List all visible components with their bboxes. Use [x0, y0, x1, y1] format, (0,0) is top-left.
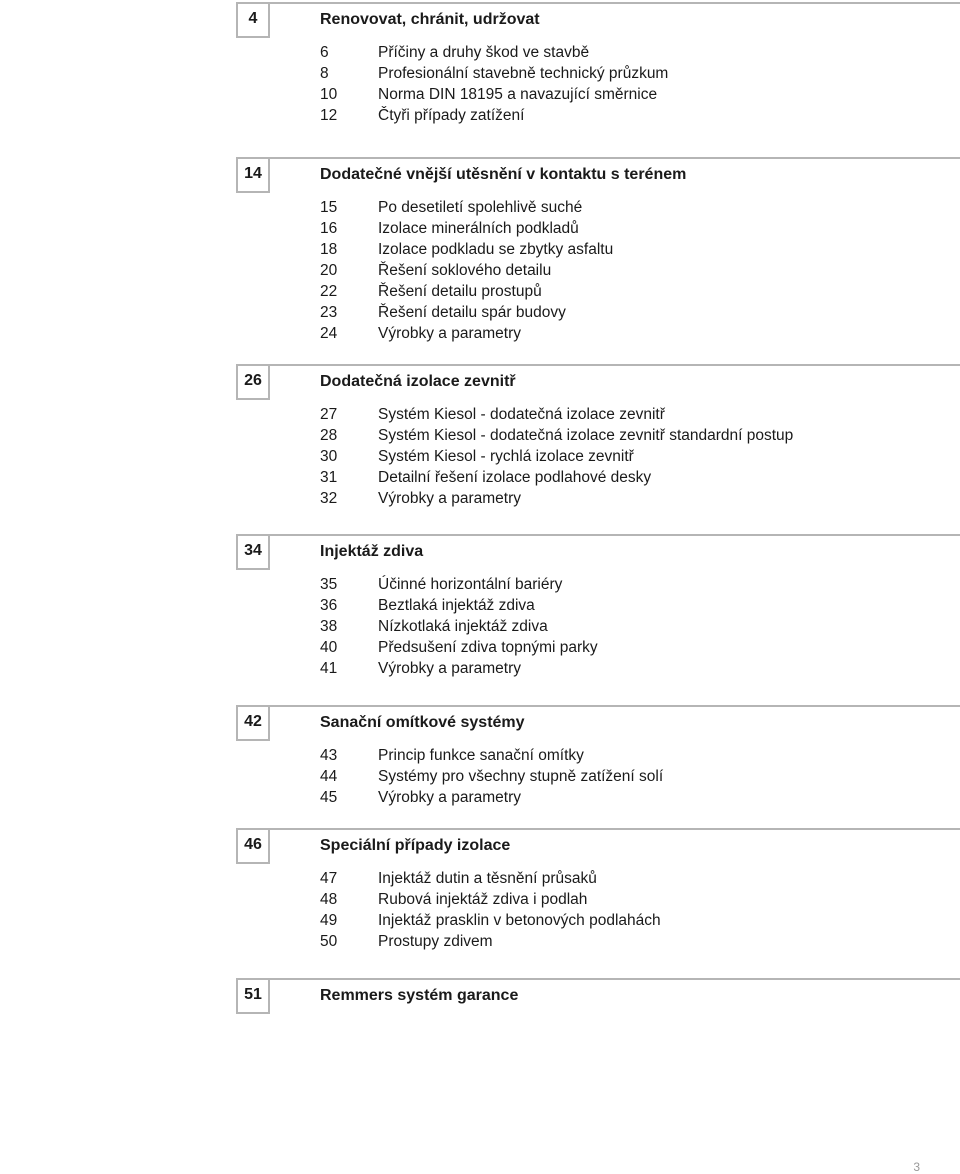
- toc-item: [236, 84, 960, 105]
- section-number: 42: [236, 705, 270, 741]
- item-page: 41: [320, 660, 338, 677]
- toc-item: [236, 323, 960, 344]
- item-page: 45: [320, 789, 338, 806]
- toc-item: [236, 787, 960, 808]
- item-text: Izolace minerálních podkladů: [378, 220, 579, 237]
- item-page: 35: [320, 576, 338, 593]
- section-number: 4: [236, 2, 270, 38]
- toc-item: [236, 63, 960, 84]
- item-page: 49: [320, 912, 338, 929]
- item-text: Systémy pro všechny stupně zatížení solí: [378, 768, 664, 785]
- section-title: Renovovat, chránit, udržovat: [320, 11, 540, 28]
- section-title: Injektáž zdiva: [320, 543, 424, 560]
- item-page: 38: [320, 618, 338, 635]
- toc-item: [236, 425, 960, 446]
- item-text: Rubová injektáž zdiva i podlah: [378, 891, 588, 908]
- item-page: 10: [320, 86, 338, 103]
- section-title: Speciální případy izolace: [320, 837, 511, 854]
- section-rule: [236, 157, 960, 159]
- section-title: Dodatečná izolace zevnitř: [320, 373, 516, 390]
- section-rule: [236, 978, 960, 980]
- item-page: 22: [320, 283, 338, 300]
- item-text: Řešení detailu prostupů: [378, 283, 542, 300]
- page-number: 3: [913, 1160, 920, 1174]
- toc-item: [236, 868, 960, 889]
- item-text: Beztlaká injektáž zdiva: [378, 597, 535, 614]
- toc-item: [236, 745, 960, 766]
- section-title: Dodatečné vnější utěsnění v kontaktu s terénem: [320, 166, 687, 183]
- toc-item: [236, 595, 960, 616]
- toc-item: [236, 446, 960, 467]
- item-page: 47: [320, 870, 338, 887]
- item-page: 28: [320, 427, 338, 444]
- item-page: 24: [320, 325, 338, 342]
- section-rule: [236, 705, 960, 707]
- item-text: Systém Kiesol - rychlá izolace zevnitř: [378, 448, 634, 465]
- item-text: Profesionální stavebně technický průzkum: [378, 65, 669, 82]
- item-page: 20: [320, 262, 338, 279]
- item-text: Předsušení zdiva topnými parky: [378, 639, 598, 656]
- item-text: Izolace podkladu se zbytky asfaltu: [378, 241, 614, 258]
- item-text: Systém Kiesol - dodatečná izolace zevnitř: [378, 406, 665, 423]
- item-text: Čtyři případy zatížení: [378, 107, 525, 124]
- toc-item: [236, 302, 960, 323]
- item-page: 12: [320, 107, 338, 124]
- toc-item: [236, 42, 960, 63]
- item-text: Princip funkce sanační omítky: [378, 747, 584, 764]
- toc-item: [236, 467, 960, 488]
- toc-item: [236, 616, 960, 637]
- toc-item: [236, 260, 960, 281]
- item-text: Výrobky a parametry: [378, 789, 521, 806]
- item-text: Řešení soklového detailu: [378, 262, 552, 279]
- section-rule: [236, 534, 960, 536]
- section-rule: [236, 364, 960, 366]
- item-text: Po desetiletí spolehlivě suché: [378, 199, 583, 216]
- item-page: 8: [320, 65, 329, 82]
- item-page: 32: [320, 490, 338, 507]
- toc-item: [236, 404, 960, 425]
- toc-item: [236, 105, 960, 126]
- section-rule: [236, 2, 960, 4]
- item-text: Účinné horizontální bariéry: [378, 576, 563, 593]
- toc-item: [236, 239, 960, 260]
- toc-item: [236, 658, 960, 679]
- section-number: 26: [236, 364, 270, 400]
- item-page: 27: [320, 406, 338, 423]
- toc-item: [236, 574, 960, 595]
- item-text: Norma DIN 18195 a navazující směrnice: [378, 86, 658, 103]
- item-text: Systém Kiesol - dodatečná izolace zevnitř standardní postup: [378, 427, 794, 444]
- section-title: Sanační omítkové systémy: [320, 714, 525, 731]
- toc-item: [236, 281, 960, 302]
- item-text: Nízkotlaká injektáž zdiva: [378, 618, 548, 635]
- item-text: Detailní řešení izolace podlahové desky: [378, 469, 652, 486]
- item-page: 48: [320, 891, 338, 908]
- item-page: 50: [320, 933, 338, 950]
- item-page: 16: [320, 220, 338, 237]
- toc-item: [236, 931, 960, 952]
- item-page: 31: [320, 469, 338, 486]
- item-text: Injektáž prasklin v betonových podlahách: [378, 912, 661, 929]
- item-text: Řešení detailu spár budovy: [378, 304, 566, 321]
- section-title: Remmers systém garance: [320, 987, 519, 1004]
- toc-item: [236, 197, 960, 218]
- toc-item: [236, 889, 960, 910]
- item-page: 15: [320, 199, 338, 216]
- section-number: 46: [236, 828, 270, 864]
- item-page: 6: [320, 44, 329, 61]
- section-number: 34: [236, 534, 270, 570]
- toc-item: [236, 637, 960, 658]
- item-text: Injektáž dutin a těsnění průsaků: [378, 870, 597, 887]
- section-rule: [236, 828, 960, 830]
- item-text: Prostupy zdivem: [378, 933, 493, 950]
- toc-item: [236, 218, 960, 239]
- item-page: 30: [320, 448, 338, 465]
- section-number: 51: [236, 978, 270, 1014]
- item-page: 44: [320, 768, 338, 785]
- item-page: 18: [320, 241, 338, 258]
- item-text: Výrobky a parametry: [378, 660, 521, 677]
- item-text: Výrobky a parametry: [378, 325, 521, 342]
- toc-item: [236, 488, 960, 509]
- item-text: Příčiny a druhy škod ve stavbě: [378, 44, 590, 61]
- toc-item: [236, 910, 960, 931]
- toc-item: [236, 766, 960, 787]
- item-page: 40: [320, 639, 338, 656]
- section-number: 14: [236, 157, 270, 193]
- item-page: 36: [320, 597, 338, 614]
- item-page: 43: [320, 747, 338, 764]
- item-page: 23: [320, 304, 338, 321]
- item-text: Výrobky a parametry: [378, 490, 521, 507]
